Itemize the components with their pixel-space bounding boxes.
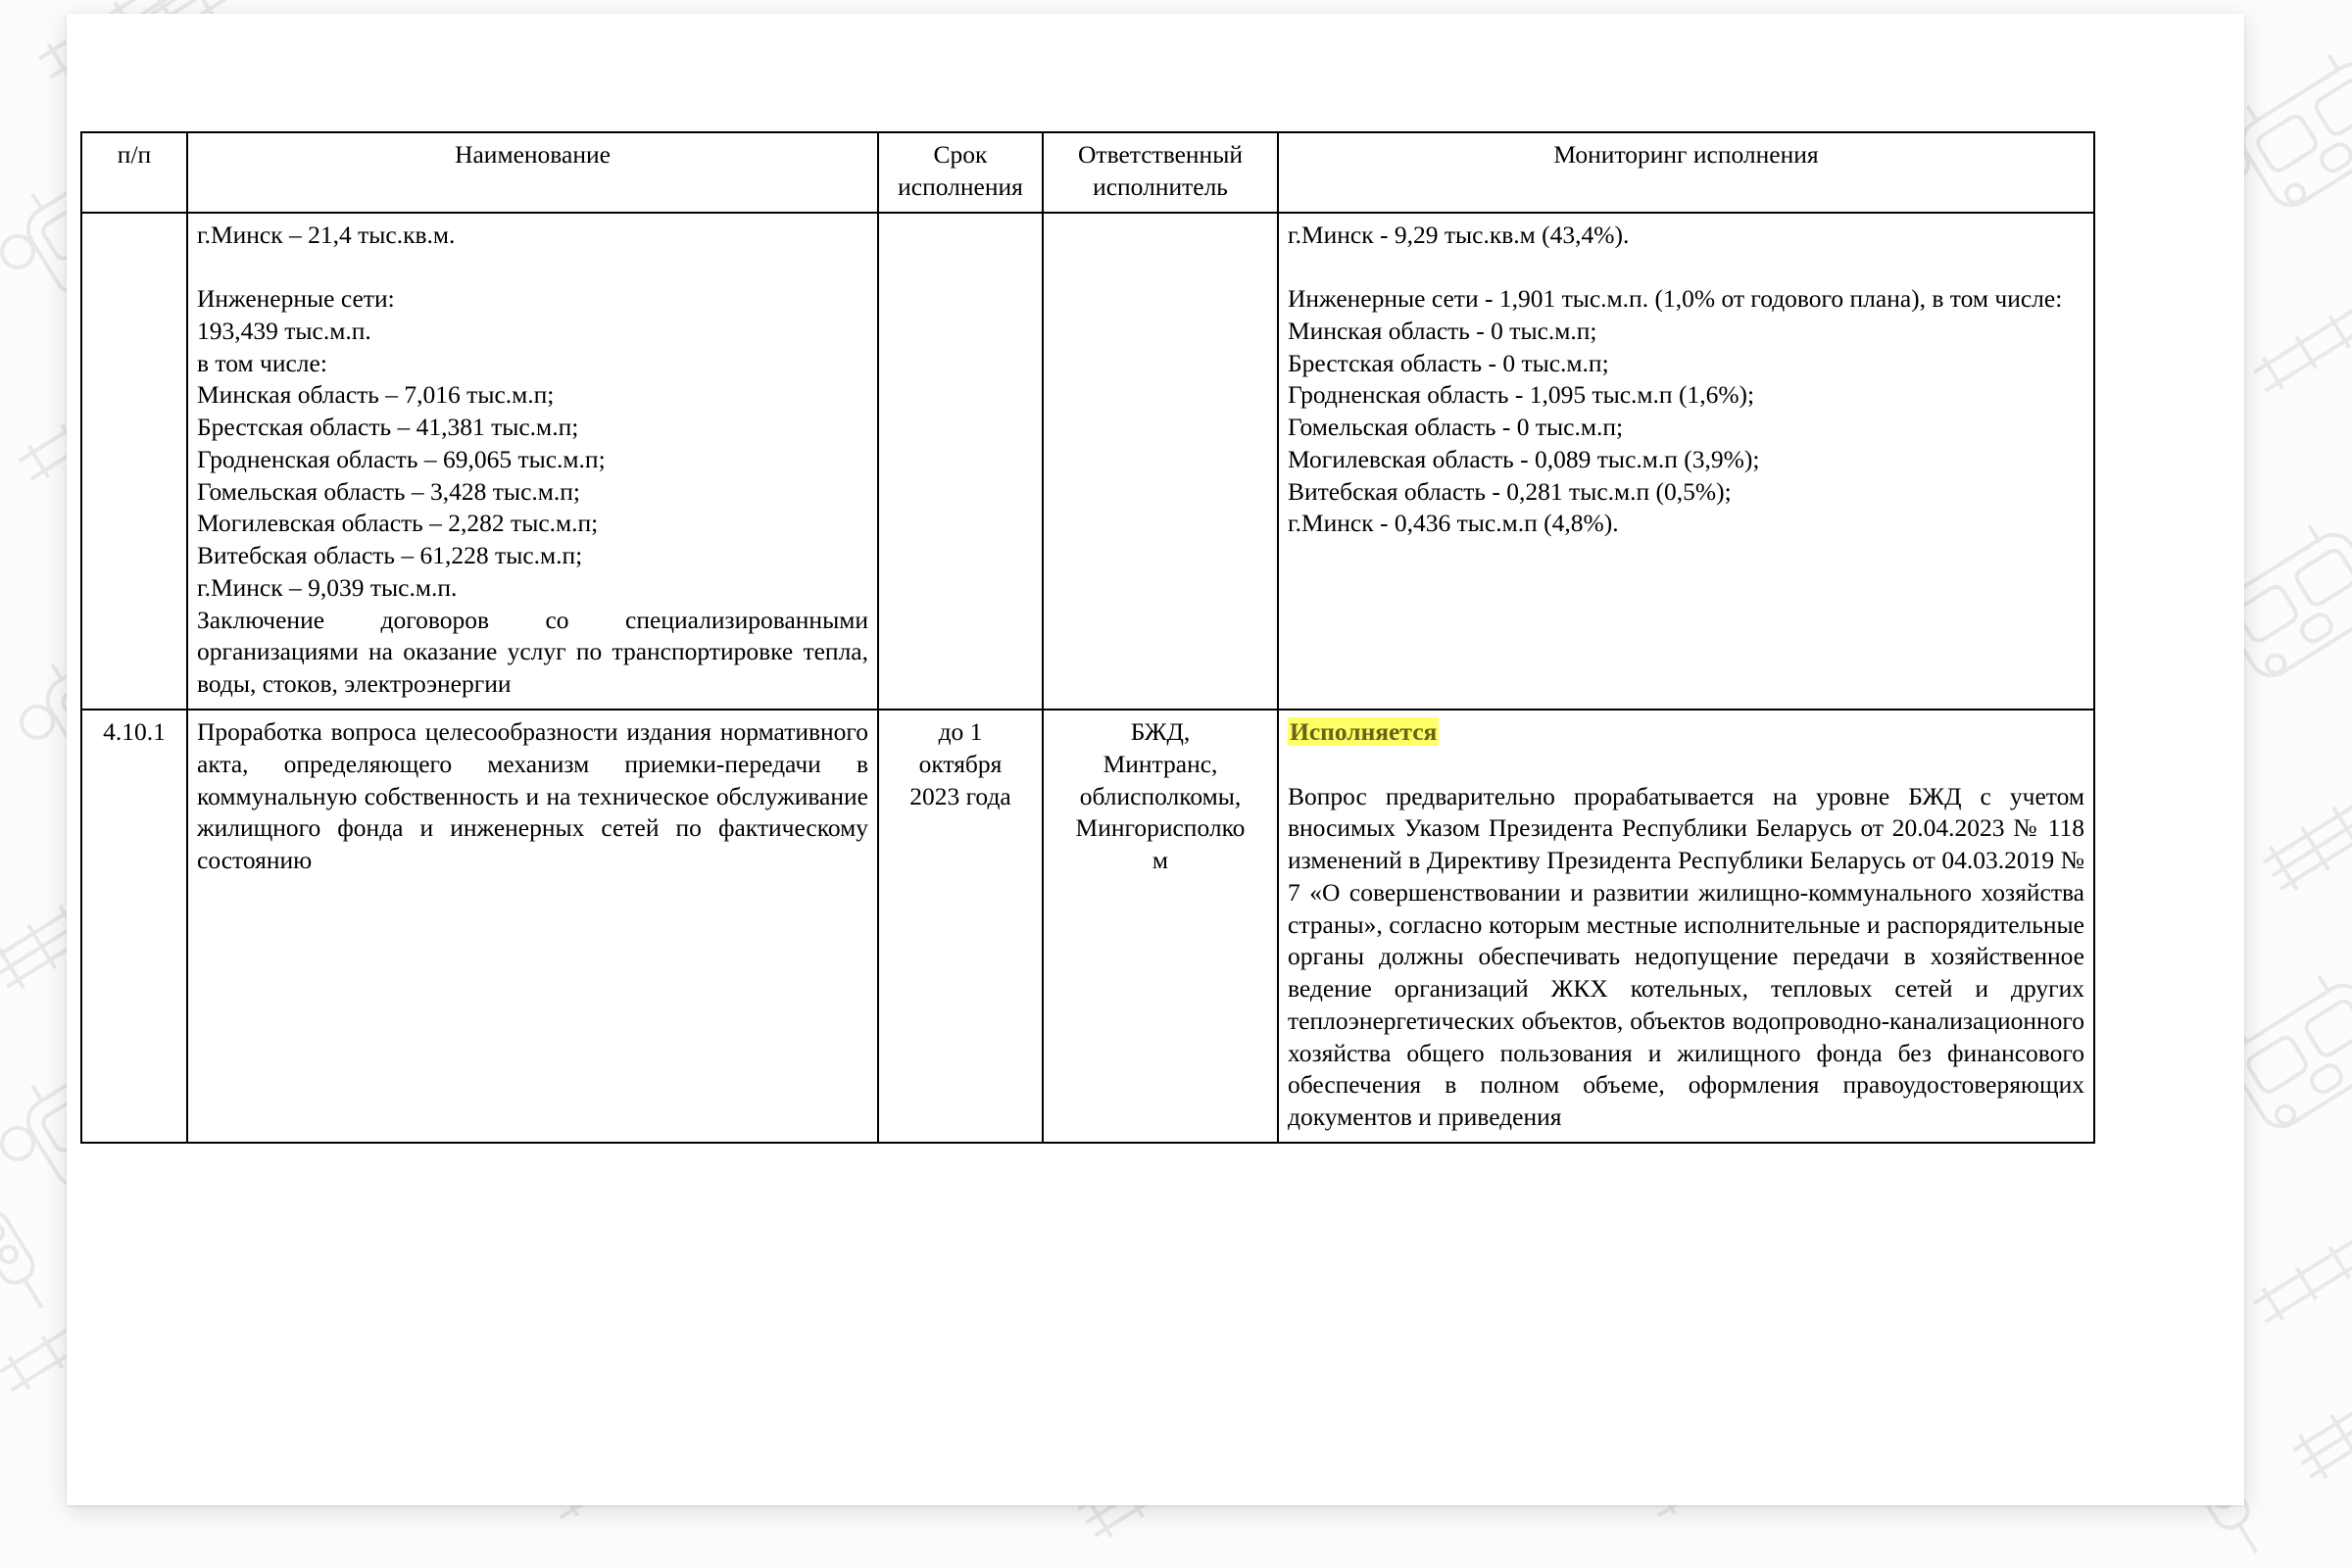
monitoring-table xyxy=(80,131,2095,1144)
status-badge: Исполняется xyxy=(1290,717,1438,747)
row-number: 4.10.1 xyxy=(103,717,166,747)
monitoring-region-brest: Брестская область - 0 тыс.м.п; xyxy=(1288,348,1609,377)
monitoring-region-grodno: Гродненская область - 1,095 тыс.м.п (1,6%); xyxy=(1288,380,1755,410)
term-line-2: октября xyxy=(918,749,1003,778)
row-responsible-cell xyxy=(1043,710,1278,1143)
term-line-3: 2023 года xyxy=(909,781,1011,810)
responsible-line-2: Минтранс, xyxy=(1102,749,1218,778)
row-name-cell xyxy=(187,710,878,1143)
table-body xyxy=(81,213,2094,1143)
header-label-term-line2: исполнения xyxy=(898,172,1023,201)
table-header xyxy=(81,132,2094,213)
monitoring-region-vitebsk: Витебская область - 0,281 тыс.м.п (0,5%); xyxy=(1288,476,1732,506)
monitoring-intro: г.Минск - 9,29 тыс.кв.м (43,4%). xyxy=(1288,220,1630,249)
name-region-brest: Брестская область – 41,381 тыс.м.п; xyxy=(197,413,579,442)
header-cell-name xyxy=(187,132,878,213)
header-label-responsible-line2: исполнитель xyxy=(1093,172,1228,201)
monitoring-region-minsk-obl: Минская область - 0 тыс.м.п; xyxy=(1288,316,1597,345)
name-including: в том числе: xyxy=(197,348,327,377)
row-monitoring-cell xyxy=(1278,213,2094,710)
header-label-monitoring: Мониторинг исполнения xyxy=(1553,140,1819,169)
header-label-responsible-line1: Ответственный xyxy=(1078,140,1243,169)
name-paragraph: Проработка вопроса целесообразности издания нормативного акта, определяющего механизм приемки-передачи в коммунальную собственность и на техническое обслуживание жилищного фонда и инженерных сетей по фактическому состоянию xyxy=(197,717,868,875)
responsible-line-4: Мингорисполко xyxy=(1075,813,1246,843)
responsible-line-3: облисполкомы, xyxy=(1079,781,1242,810)
name-networks-total: 193,439 тыс.м.п. xyxy=(197,316,371,345)
name-region-minsk-obl: Минская область – 7,016 тыс.м.п; xyxy=(197,380,555,410)
row-term-cell xyxy=(878,710,1043,1143)
monitoring-region-mogilev: Могилевская область - 0,089 тыс.м.п (3,9%); xyxy=(1288,444,1760,473)
table-row xyxy=(81,710,2094,1143)
monitoring-paragraph: Вопрос предварительно прорабатывается на уровне БЖД с учетом вносимых Указом Президента Республики Беларусь от 20.04.2023 № 118 изменений в Директиву Президента Республики Беларусь от 04.03.2019 № 7 «О совершенствовании и развитии жилищно-коммунального хозяйства страны», согласно которым местные исполнительные и распорядительные органы должны обеспечивать недопущение передачи в хозяйственное ведение организаций ЖКХ котельных, тепловых сетей и других теплоэнергетических объектов, объектов водопроводно-канализационного хозяйства общего пользования и жилищного фонда без финансового обеспечения в полном объеме, оформления правоудостоверяющих документов и приведения xyxy=(1288,781,2084,1132)
name-intro: г.Минск – 21,4 тыс.кв.м. xyxy=(197,220,456,249)
name-region-mogilev: Могилевская область – 2,282 тыс.м.п; xyxy=(197,509,599,538)
monitoring-region-gomel: Гомельская область - 0 тыс.м.п; xyxy=(1288,413,1624,442)
name-region-vitebsk: Витебская область – 61,228 тыс.м.п; xyxy=(197,541,583,570)
monitoring-region-minsk-city: г.Минск - 0,436 тыс.м.п (4,8%). xyxy=(1288,509,1619,538)
row-number-cell xyxy=(81,213,187,710)
responsible-line-5: м xyxy=(1152,846,1169,875)
header-cell-monitoring xyxy=(1278,132,2094,213)
responsible-line-1: БЖД, xyxy=(1130,717,1191,747)
header-label-term-line1: Срок xyxy=(933,140,988,169)
name-region-grodno: Гродненская область – 69,065 тыс.м.п; xyxy=(197,444,606,473)
row-term-cell xyxy=(878,213,1043,710)
name-paragraph: Заключение договоров со специализированными организациями на оказание услуг по транспортировке тепла, воды, стоков, электроэнергии xyxy=(197,605,868,699)
monitoring-spacer xyxy=(1288,749,2084,781)
status-badge-wrap xyxy=(1288,716,2084,749)
term-line-1: до 1 xyxy=(938,717,983,747)
name-networks-title: Инженерные сети: xyxy=(197,284,395,314)
header-label-num: п/п xyxy=(117,140,152,169)
name-region-gomel: Гомельская область – 3,428 тыс.м.п; xyxy=(197,476,581,506)
name-region-minsk-city: г.Минск – 9,039 тыс.м.п. xyxy=(197,572,458,602)
row-responsible-cell xyxy=(1043,213,1278,710)
monitoring-spacer xyxy=(1288,251,2084,283)
header-label-name: Наименование xyxy=(455,140,611,169)
header-cell-responsible xyxy=(1043,132,1278,213)
row-number-cell xyxy=(81,710,187,1143)
row-name-cell xyxy=(187,213,878,710)
table-row xyxy=(81,213,2094,710)
name-spacer xyxy=(197,251,868,283)
header-cell-term xyxy=(878,132,1043,213)
row-monitoring-cell xyxy=(1278,710,2094,1143)
table-header-row xyxy=(81,132,2094,213)
monitoring-networks-total: Инженерные сети - 1,901 тыс.м.п. (1,0% от годового плана), в том числе: xyxy=(1288,284,2063,314)
header-cell-num xyxy=(81,132,187,213)
